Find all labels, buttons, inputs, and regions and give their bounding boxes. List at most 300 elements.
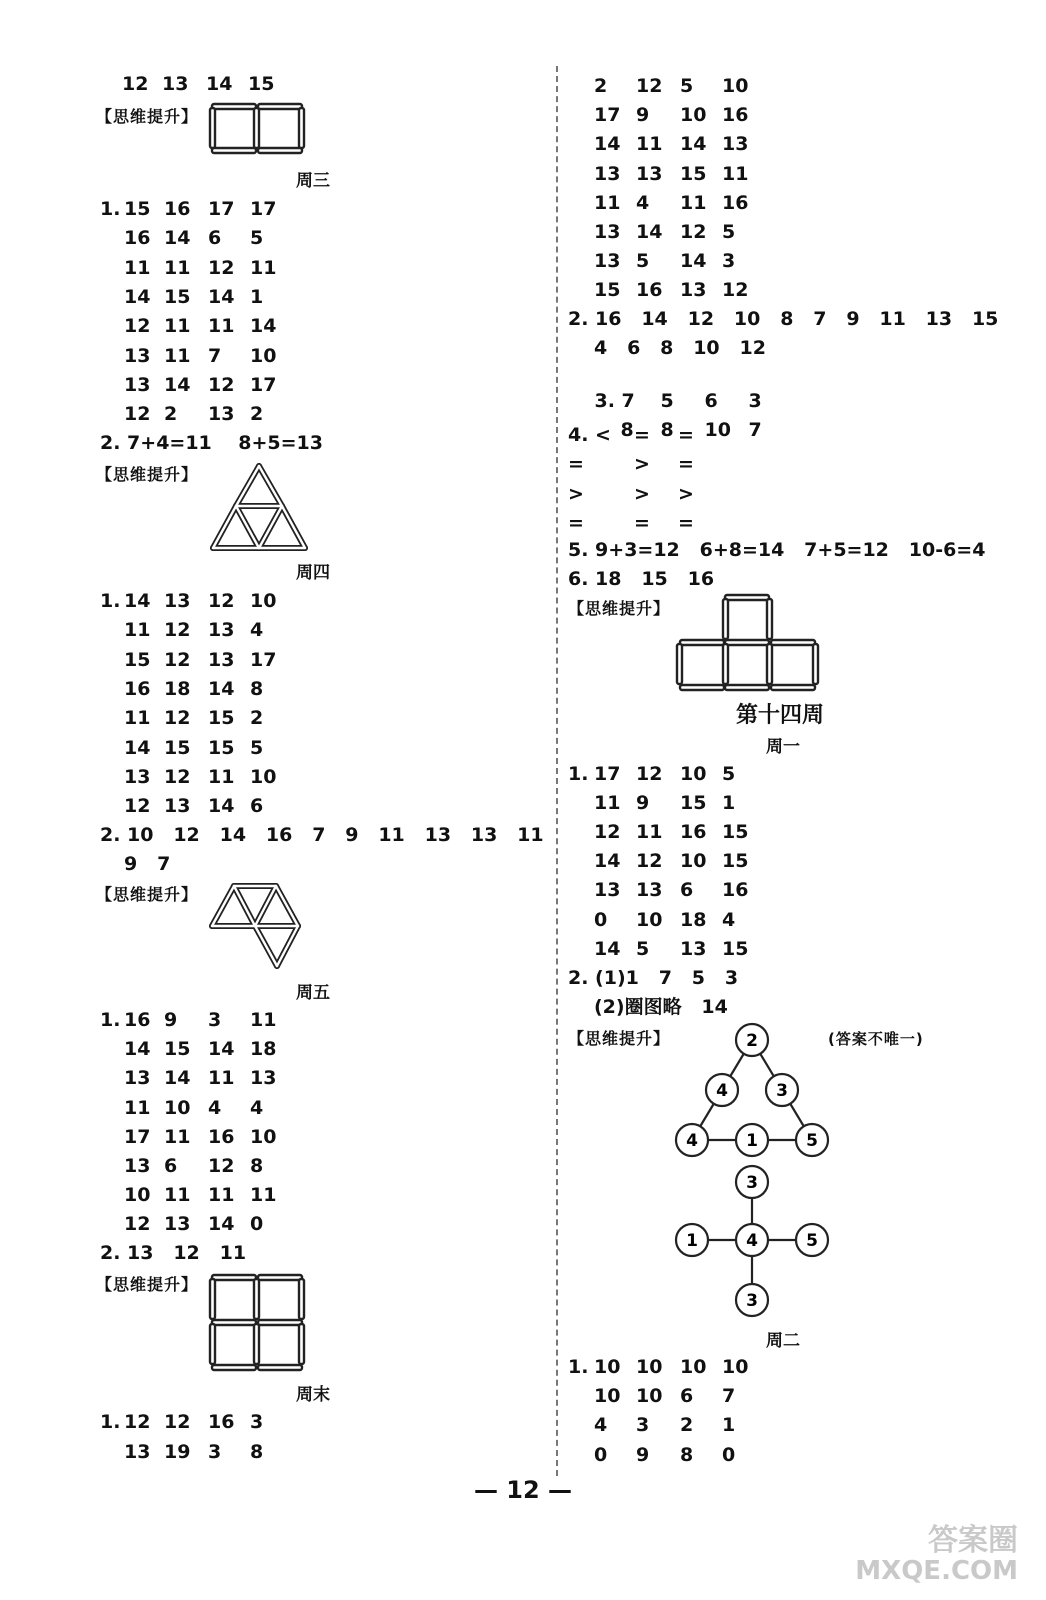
value: 14 (124, 1038, 151, 1061)
day-heading-thu: 周四 (296, 563, 330, 583)
answer-row (124, 197, 290, 221)
value: 3 (636, 1414, 650, 1437)
value: 15 (164, 285, 191, 308)
value: 5 (722, 763, 736, 785)
value: 12 (636, 763, 663, 785)
value: 18 (164, 677, 191, 700)
value: 13 (208, 619, 235, 642)
value: 11 (636, 821, 663, 844)
answer-row (124, 1125, 290, 1149)
value: 6 (704, 390, 718, 412)
value: 15 (164, 736, 191, 759)
value: 13 (124, 1067, 151, 1090)
value: 14 (164, 1067, 191, 1090)
day-heading-fri: 周五 (296, 983, 330, 1003)
value: 13 (680, 937, 707, 960)
value: 11 (164, 315, 191, 338)
value: 13 (594, 221, 621, 243)
watermark-logo-text: 答案圈 (928, 1523, 1018, 1559)
value: > (634, 453, 650, 476)
value: 12 (722, 279, 749, 302)
value: 17 (250, 373, 277, 396)
value: 14 (208, 677, 235, 700)
answer-row (124, 1212, 290, 1236)
svg-text:3: 3 (746, 1173, 758, 1193)
value: 12 (124, 795, 151, 818)
value: 16 (124, 1009, 151, 1031)
note-not-unique: (答案不唯一) (828, 1030, 924, 1048)
value: 5 (636, 937, 650, 960)
value: = (678, 511, 694, 534)
answer-row (124, 285, 290, 309)
answer-row (124, 373, 290, 397)
value: 4 (250, 1096, 264, 1119)
answer-row (124, 765, 290, 789)
puzzle-node (796, 1124, 828, 1156)
value: 12 (124, 403, 151, 426)
value: 5 (722, 221, 736, 243)
answer-row (594, 849, 762, 873)
week-title: 第十四周 (736, 702, 825, 728)
value: 2 (680, 1414, 694, 1437)
value: 6 (680, 879, 694, 902)
fri-q2: 2. 13 12 11 (100, 1242, 247, 1264)
answer-row (124, 1154, 290, 1178)
value: 13 (124, 344, 151, 367)
value: 14 (124, 736, 151, 759)
svg-text:4: 4 (686, 1131, 698, 1151)
q5: 5. 9+3=12 6+8=14 7+5=12 10-6=4 (568, 539, 986, 561)
value: 10 (722, 75, 749, 97)
value: 12 (164, 707, 191, 730)
matchstick-two-squares (208, 100, 308, 158)
value: 12 (164, 765, 191, 788)
value: > (678, 482, 694, 505)
value: 1 (722, 1414, 736, 1437)
answer-row (124, 648, 290, 672)
thu-q2-line1: 2. 10 12 14 16 7 9 11 13 13 11 (100, 824, 544, 846)
value: 10 (680, 850, 707, 873)
answer-row (124, 344, 290, 368)
answer-row (124, 402, 290, 426)
number-puzzle-diagram (668, 1018, 836, 1336)
question-number: 1. (568, 1356, 589, 1378)
mon-q2-line2: (2)圈图略 14 (594, 996, 728, 1018)
answer-row (594, 132, 762, 156)
value: 11 (164, 344, 191, 367)
value: 9 (636, 104, 650, 127)
day-heading-mon: 周一 (766, 737, 800, 757)
value: 5 (680, 75, 694, 97)
value: 10 (680, 104, 707, 127)
value: 13 (164, 590, 191, 612)
value: 14 (208, 1038, 235, 1061)
value: 15 (164, 1038, 191, 1061)
value: 15 (594, 279, 621, 302)
thu-q2-line2: 9 7 (124, 853, 171, 875)
value: 12 (164, 1411, 191, 1433)
value: 17 (594, 104, 621, 127)
answer-row (124, 677, 290, 701)
value: 9 (636, 1443, 650, 1466)
value: 14 (594, 133, 621, 156)
value: 5 (250, 736, 264, 759)
value: 14 (124, 285, 151, 308)
value: 11 (124, 619, 151, 642)
value: 12 (208, 373, 235, 396)
svg-text:3: 3 (746, 1291, 758, 1311)
value: 9 (164, 1009, 178, 1031)
value: 16 (164, 198, 191, 220)
value: 12 (208, 256, 235, 279)
value: 3 (208, 1009, 222, 1031)
value: 10 (250, 344, 277, 367)
value: 13 (594, 162, 621, 185)
value: 11 (124, 256, 151, 279)
value: 10 (722, 1356, 749, 1378)
answer-row (124, 1037, 290, 1061)
puzzle-node (766, 1074, 798, 1106)
matchstick-t-shape (674, 592, 822, 694)
value: 15 (722, 850, 749, 873)
answer-row (568, 423, 722, 447)
value: 11 (164, 1125, 191, 1148)
answer-row (594, 937, 762, 961)
value: 15 (722, 821, 749, 844)
answer-row (594, 103, 762, 127)
answer-row (124, 1008, 290, 1032)
value: = (634, 424, 650, 446)
svg-text:5: 5 (806, 1131, 818, 1151)
svg-text:2: 2 (746, 1031, 758, 1051)
value: 6 (208, 227, 222, 250)
value: 8 (620, 419, 634, 441)
value: 14 (636, 221, 663, 243)
value: 14 (208, 795, 235, 818)
value: 11 (124, 1096, 151, 1119)
thinking-tag: 【思维提升】 (568, 1029, 671, 1048)
value: 2 (250, 403, 264, 426)
value: 4 (722, 908, 736, 931)
question-number: 1. (568, 763, 589, 785)
value: 11 (594, 191, 621, 214)
value: 15 (722, 937, 749, 960)
value: 16 (636, 279, 663, 302)
value: 0 (594, 1443, 608, 1466)
answer-row (594, 908, 762, 932)
value: 13 (124, 765, 151, 788)
answer-row (594, 278, 762, 302)
answer-row (124, 1440, 290, 1464)
svg-text:1: 1 (686, 1231, 698, 1251)
value: 8 (250, 677, 264, 700)
answer-row (594, 162, 762, 186)
value: = (568, 511, 584, 534)
answer-row (594, 249, 762, 273)
thinking-tag: 【思维提升】 (96, 465, 199, 484)
answer-row (124, 314, 290, 338)
value: 10 (250, 765, 277, 788)
answer-row (124, 706, 290, 730)
value: 11 (636, 133, 663, 156)
value: 15 (208, 736, 235, 759)
value: 19 (164, 1440, 191, 1463)
answer-row (124, 736, 290, 760)
value: 15 (208, 707, 235, 730)
value: 3. 7 (594, 390, 635, 412)
value: 10 (636, 1385, 663, 1408)
value: 12 (680, 221, 707, 243)
value: 10 (594, 1356, 621, 1378)
value: 3 (722, 250, 736, 273)
value: 4 (594, 1414, 608, 1437)
answer-row (594, 220, 762, 244)
value: 7 (208, 344, 222, 367)
answer-row (124, 1066, 290, 1090)
value: 14 (164, 373, 191, 396)
value: 16 (208, 1411, 235, 1433)
value: 3 (250, 1411, 264, 1433)
svg-text:4: 4 (746, 1231, 758, 1251)
answer-row (124, 1410, 290, 1434)
value: 13 (208, 648, 235, 671)
thinking-tag: 【思维提升】 (568, 599, 671, 618)
value: 15 (248, 73, 275, 95)
watermark-site: MXQE.COM (855, 1556, 1018, 1587)
value: 14 (250, 315, 277, 338)
answer-row (594, 878, 762, 902)
value: 13 (636, 162, 663, 185)
puzzle-node (736, 1124, 768, 1156)
thinking-tag: 【思维提升】 (96, 885, 199, 904)
value: 7 (722, 1385, 736, 1408)
value: 12 (208, 1155, 235, 1177)
thinking-tag: 【思维提升】 (96, 107, 199, 126)
question-number: 1. (100, 590, 121, 612)
value: 15 (124, 648, 151, 671)
value: 13 (124, 1440, 151, 1463)
value: 3 (208, 1440, 222, 1463)
value: 16 (722, 879, 749, 902)
value: 10 (636, 908, 663, 931)
value: 1 (250, 285, 264, 308)
answer-row (124, 589, 290, 613)
wed-q2: 2. 7+4=11 8+5=13 (100, 432, 323, 454)
value: 17 (250, 648, 277, 671)
value: 8 (680, 1443, 694, 1466)
value: 16 (124, 227, 151, 250)
day-heading-tue: 周二 (766, 1331, 800, 1351)
value: 14 (680, 133, 707, 156)
value: 11 (208, 765, 235, 788)
value: 12 (124, 1411, 151, 1433)
value: 14 (206, 73, 233, 95)
value: 14 (208, 285, 235, 308)
value: 13 (250, 1067, 277, 1090)
svg-text:5: 5 (806, 1231, 818, 1251)
answer-row (594, 1355, 762, 1379)
mon-q2-line1: 2. (1)1 7 5 3 (568, 967, 739, 989)
thinking-tag: 【思维提升】 (96, 1275, 199, 1294)
value: 12 (636, 850, 663, 873)
value: 17 (594, 763, 621, 785)
value: 1 (722, 792, 736, 815)
value: 14 (124, 590, 151, 612)
value: 15 (680, 162, 707, 185)
value: 12 (124, 315, 151, 338)
value: 16 (208, 1125, 235, 1148)
value: 14 (594, 937, 621, 960)
value: 15 (124, 198, 151, 220)
answer-row (124, 226, 290, 250)
value: 10 (680, 763, 707, 785)
value: 11 (164, 256, 191, 279)
value: 13 (722, 133, 749, 156)
value: 12 (164, 619, 191, 642)
value: 15 (680, 792, 707, 815)
value: 10 (704, 419, 731, 441)
value: = (678, 453, 694, 476)
value: 5 (636, 250, 650, 273)
value: 3 (748, 390, 762, 412)
value: = (568, 453, 584, 476)
answer-row (594, 1384, 762, 1408)
answer-row (594, 791, 762, 815)
value: 5 (660, 390, 674, 412)
value: 12 (594, 821, 621, 844)
answer-row (124, 794, 290, 818)
value: 11 (208, 1184, 235, 1207)
value: 10 (680, 1356, 707, 1378)
value: 6 (250, 795, 264, 818)
value: 13 (636, 879, 663, 902)
value: > (634, 482, 650, 505)
value: 7 (748, 419, 762, 441)
value: 2 (594, 75, 608, 97)
value: 16 (722, 104, 749, 127)
puzzle-node (736, 1166, 768, 1198)
value: 14 (208, 1213, 235, 1236)
puzzle-node (736, 1224, 768, 1256)
value: 13 (164, 795, 191, 818)
value: 11 (250, 256, 277, 279)
value: 4 (208, 1096, 222, 1119)
value: 5 (250, 227, 264, 250)
q6: 6. 18 15 16 (568, 568, 715, 590)
value: = (678, 424, 694, 446)
value: 10 (124, 1184, 151, 1207)
value: 0 (594, 908, 608, 931)
top-row (122, 72, 288, 96)
svg-text:1: 1 (746, 1131, 758, 1151)
puzzle-node (796, 1224, 828, 1256)
answer-row (594, 1413, 762, 1437)
value: 11 (250, 1009, 277, 1031)
value: > (568, 482, 584, 505)
answer-row (568, 511, 722, 535)
value: 8 (250, 1155, 264, 1177)
answer-row (568, 482, 722, 506)
value: 13 (124, 1155, 151, 1177)
value: 13 (594, 879, 621, 902)
puzzle-node (706, 1074, 738, 1106)
value: 13 (124, 373, 151, 396)
q2-line2: 4 6 8 10 12 (594, 337, 766, 359)
value: 0 (722, 1443, 736, 1466)
answer-row (124, 1096, 290, 1120)
answer-row (568, 452, 722, 476)
value: 0 (250, 1213, 264, 1236)
answer-row (124, 256, 290, 280)
value: 11 (722, 162, 749, 185)
value: 10 (164, 1096, 191, 1119)
value: 11 (208, 315, 235, 338)
value: 14 (594, 850, 621, 873)
value: 2 (164, 403, 178, 426)
answer-row (594, 74, 762, 98)
svg-text:4: 4 (716, 1081, 728, 1101)
answer-row (594, 820, 762, 844)
value: 4. < (568, 424, 611, 446)
value: 2 (250, 707, 264, 730)
value: 16 (680, 821, 707, 844)
value: 10 (636, 1356, 663, 1378)
answer-row (124, 1183, 290, 1207)
value: 11 (680, 191, 707, 214)
question-number: 1. (100, 198, 121, 220)
value: 6 (680, 1385, 694, 1408)
value: 14 (680, 250, 707, 273)
value: 13 (162, 73, 189, 95)
value: 13 (680, 279, 707, 302)
value: 11 (164, 1184, 191, 1207)
value: 10 (250, 590, 277, 612)
value: 12 (208, 590, 235, 612)
svg-text:3: 3 (776, 1081, 788, 1101)
value: 12 (124, 1213, 151, 1236)
value: 13 (208, 403, 235, 426)
puzzle-node (676, 1124, 708, 1156)
value: 13 (594, 250, 621, 273)
page-number: — 12 — (473, 1476, 573, 1504)
puzzle-node (736, 1024, 768, 1056)
value: 8 (660, 419, 674, 441)
value: = (634, 511, 650, 534)
value: 17 (208, 198, 235, 220)
value: 13 (164, 1213, 191, 1236)
value: 12 (122, 73, 149, 95)
matchstick-hexagon-triangles (206, 880, 306, 972)
value: 12 (636, 75, 663, 97)
value: 11 (208, 1067, 235, 1090)
value: 18 (250, 1038, 277, 1061)
value: 4 (250, 619, 264, 642)
value: 11 (124, 707, 151, 730)
day-heading-wed: 周三 (296, 171, 330, 191)
answer-row (594, 191, 762, 215)
value: 4 (636, 191, 650, 214)
value: 17 (124, 1125, 151, 1148)
matchstick-triangles (206, 460, 312, 556)
value: 11 (594, 792, 621, 815)
value: 14 (164, 227, 191, 250)
puzzle-node (736, 1284, 768, 1316)
value: 10 (250, 1125, 277, 1148)
value: 9 (636, 792, 650, 815)
value: 8 (250, 1440, 264, 1463)
value: 6 (164, 1155, 178, 1177)
value: 16 (124, 677, 151, 700)
